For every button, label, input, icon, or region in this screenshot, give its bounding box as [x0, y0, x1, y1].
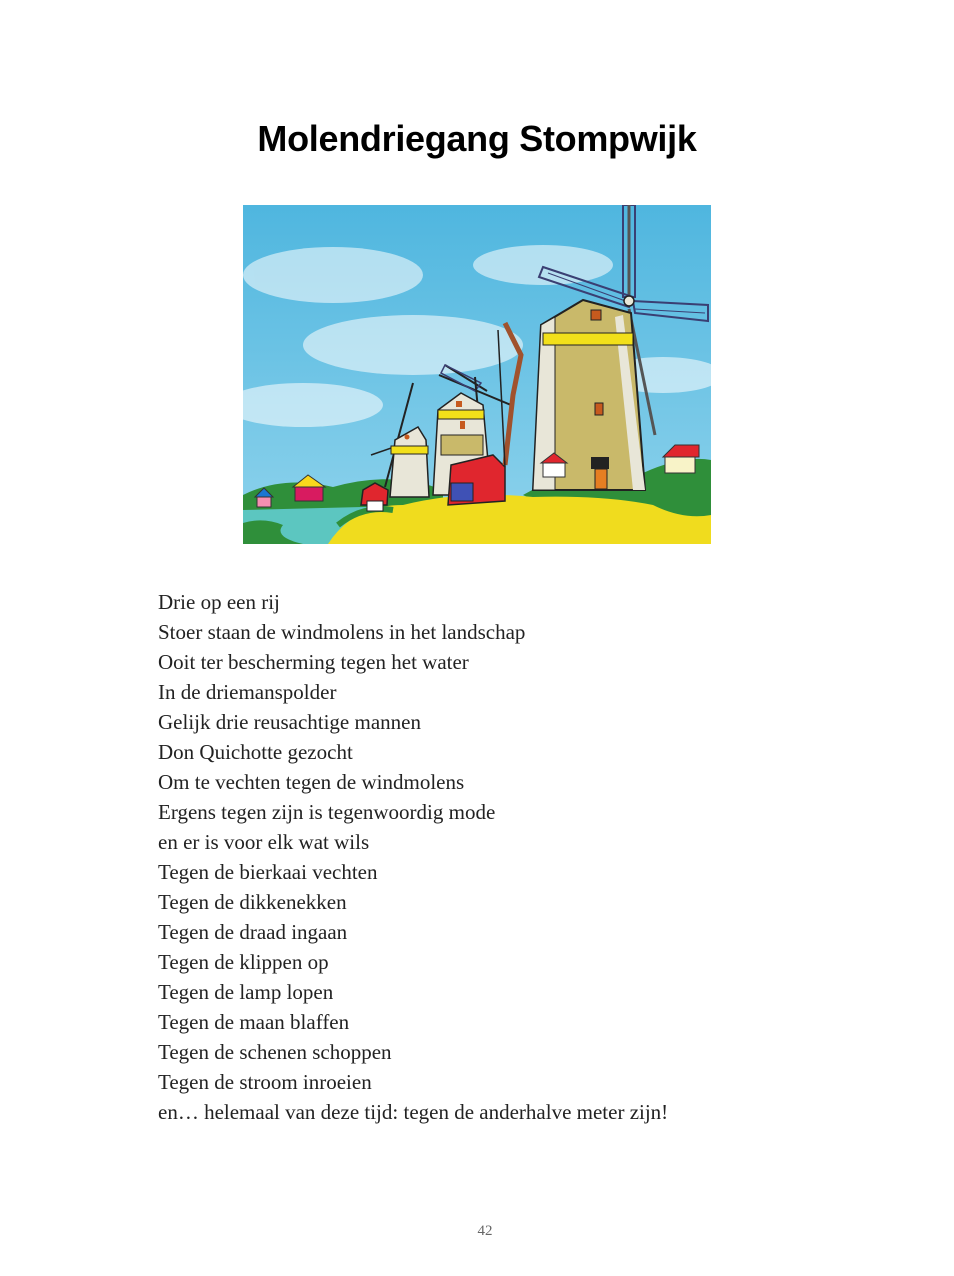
poem-line: Tegen de dikkenekken: [158, 890, 347, 914]
poem-line: Don Quichotte gezocht: [158, 740, 353, 764]
windmill-painting: [243, 205, 711, 544]
page-number: 42: [477, 1223, 493, 1239]
poem-line: Tegen de stroom inroeien: [158, 1070, 372, 1094]
poem-line: Drie op een rij: [158, 590, 280, 614]
page-title: Molendriegang Stompwijk: [257, 118, 697, 159]
poem-line: en… helemaal van deze tijd: tegen de anderhalve meter zijn!: [158, 1100, 669, 1124]
poem-line: Tegen de bierkaai vechten: [158, 860, 378, 884]
poem: [158, 587, 878, 1127]
poem-line: Tegen de maan blaffen: [158, 1010, 350, 1034]
poem-line: In de driemanspolder: [158, 680, 337, 704]
poem-line: Om te vechten tegen de windmolens: [158, 770, 465, 794]
poem-line: Tegen de draad ingaan: [158, 920, 348, 944]
poem-line: Tegen de lamp lopen: [158, 980, 334, 1004]
poem-line: Tegen de klippen op: [158, 950, 329, 974]
poem-line: en er is voor elk wat wils: [158, 830, 370, 854]
poem-line: Tegen de schenen schoppen: [158, 1040, 392, 1064]
poem-line: Ergens tegen zijn is tegenwoordig mode: [158, 800, 496, 824]
poem-line: Ooit ter bescherming tegen het water: [158, 650, 469, 674]
poem-line: Gelijk drie reusachtige mannen: [158, 710, 421, 734]
poem-line: Stoer staan de windmolens in het landschap: [158, 620, 526, 644]
